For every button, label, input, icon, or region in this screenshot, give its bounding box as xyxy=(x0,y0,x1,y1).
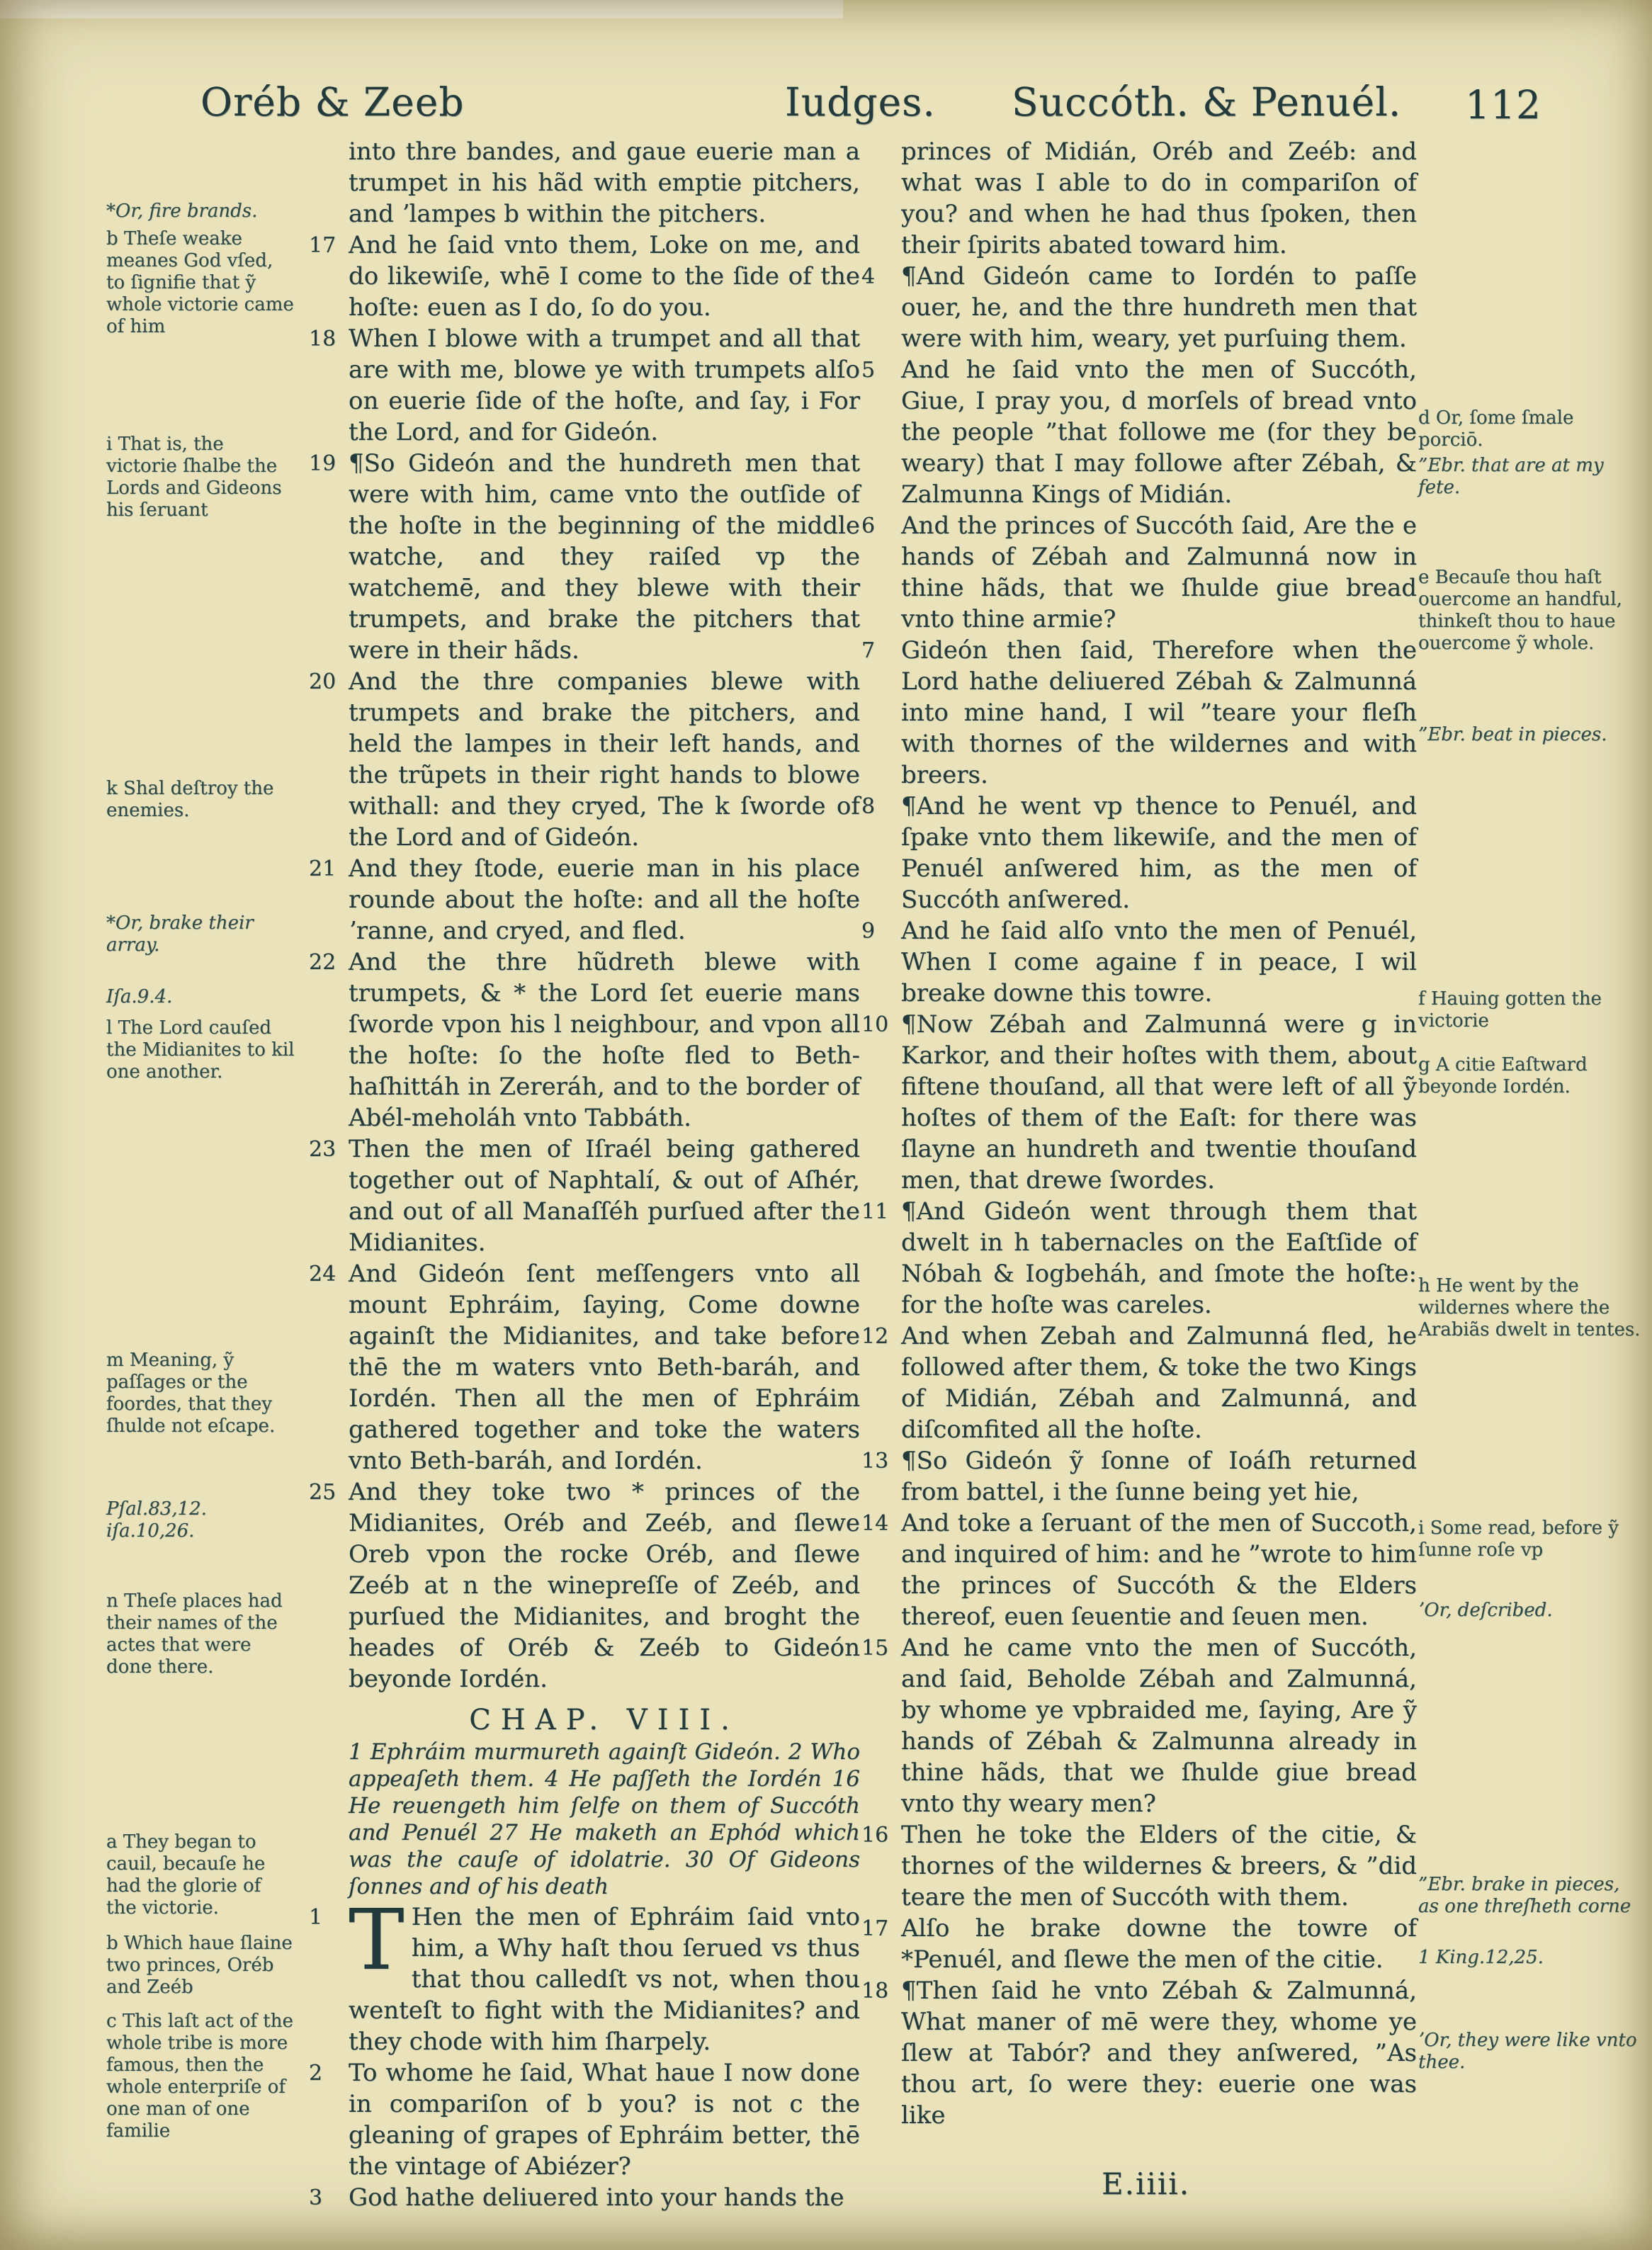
margin-note: e Becauſe thou haſt ouercome an handful, thinkeſt thou to haue ouercome ỹ whole. xyxy=(1418,567,1622,654)
verse xyxy=(861,1632,1417,1819)
verse-text: And he came vnto the men of Succóth, and ſaid, Beholde Zébah and Zalmunná, by whome ye vpbraided me, ſaying, Are ỹ hands of Zébah & Zalmunna already in thine hãds, that we ſhulde giue bread vnto thy weary men? xyxy=(901,1634,1417,1818)
verse xyxy=(861,261,1417,354)
margin-note: Iſa.9.4. xyxy=(106,986,173,1007)
margin-note: ”Ebr. beat in pieces. xyxy=(1418,724,1607,745)
verse-text: ¶Then ſaid he vnto Zébah & Zalmunná, What maner of mē were they, whome ye ſlew at Tabór? and they anſwered, ”As thou art, ſo were they: euerie one was like xyxy=(901,1977,1417,2130)
margin-note: *Or, brake their array. xyxy=(106,912,254,956)
text-column-left xyxy=(309,136,860,2213)
verse-number: 19 xyxy=(309,451,336,476)
verse-text: into thre bandes, and gaue euerie man a trumpet in his hãd with emptie pitchers, and ʼlampes b within the pitchers. xyxy=(349,137,860,228)
verse-text: princes of Midián, Oréb and Zeéb: and what was I able to do in compariſon of you? and when he had thus ſpoken, then their ſpirits abated toward him. xyxy=(901,137,1417,259)
verse-text: ¶And Gideón went through them that dwelt in h tabernacles on the Eaſtſide of Nóbah & Iogbeháh, and ſmote the hoſte: for the hoſte was careles. xyxy=(901,1197,1417,1319)
verse xyxy=(349,136,860,230)
verse-text: And he ſaid vnto them, Loke on me, and do likewiſe, whē I come to the ſide of the hoſte: euen as I do, ſo do you. xyxy=(349,231,860,322)
verse xyxy=(309,1134,860,1258)
verse-text: ¶And Gideón came to Iordén to paſſe ouer, he, and the thre hundreth men that were with him, weary, yet purſuing them. xyxy=(901,262,1417,353)
verse-number: 24 xyxy=(309,1262,336,1287)
verse xyxy=(309,230,860,323)
margin-note: 1 King.12,25. xyxy=(1418,1947,1544,1968)
verse xyxy=(861,915,1417,1009)
verse-number: 18 xyxy=(861,1979,889,2003)
verse xyxy=(309,2057,860,2182)
margin-note: ”Ebr. brake in pieces, as one threſheth corne xyxy=(1418,1874,1631,1917)
page-number: 112 xyxy=(1465,82,1541,128)
chapter-argument: 1 Ephráim murmureth againſt Gideón. 2 Who appeaſeth them. 4 He paſſeth the Iordén 16 He reuengeth him ſelfe on them of Succóth and Penuél 27 He maketh an Ephód which was the cauſe of idolatrie. 30 Of Gideons ſonnes and of his death xyxy=(349,1739,860,1899)
verse xyxy=(861,510,1417,635)
verse-number: 5 xyxy=(861,358,876,383)
drop-cap-initial: T xyxy=(349,1891,404,1989)
margin-note: ”Ebr. that are at my fete. xyxy=(1418,455,1604,498)
verse xyxy=(901,136,1417,261)
verse-text: ¶Now Zébah and Zalmunná were g in Karkor, and their hoſtes with them, about fiftene thouſand, all that were left of all ỹ hoſtes of them of the Eaſt: for there was ſlayne an hundreth and twentie thouſand men, that drewe ſwordes. xyxy=(901,1010,1417,1194)
margin-note: i Some read, before ỹ ſunne roſe vp xyxy=(1418,1517,1619,1561)
verse xyxy=(861,791,1417,915)
verse xyxy=(309,1891,860,2057)
margin-note: ʼOr, they were like vnto thee. xyxy=(1418,2030,1637,2073)
verse-text: And Gideón ſent meſſengers vnto all mount Ephráim, ſaying, Come downe againſt the Midianites, and take before thē the m waters vnto Beth-baráh, and Iordén. Then all the men of Ephráim gathered together and toke the waters vnto Beth-baráh, and Iordén. xyxy=(349,1260,860,1475)
margin-note: ʼOr, deſcribed. xyxy=(1418,1600,1553,1621)
margin-note: d Or, ſome ſmale porciō. xyxy=(1418,407,1574,451)
verse xyxy=(861,1819,1417,1913)
verse xyxy=(309,448,860,666)
verse-number: 7 xyxy=(861,638,876,663)
verse-text: And the thre companies blewe with trumpets and brake the pitchers, and held the lampes in their left hands, and the trũpets in their right hands to blowe withall: and they cryed, The k ſworde of the Lord and of Gideón. xyxy=(349,667,860,852)
verse-text: Then the men of Iſraél being gathered together out of Naphtalí, & out of Aſhér, and out of all Manaſſéh purſued after the Midianites. xyxy=(349,1135,860,1257)
verse-number: 12 xyxy=(861,1324,889,1349)
verse-text: Hen the men of Ephráim ſaid vnto him, a Why haſt thou ſerued vs thus that thou calledſt vs not, when thou wenteſt to fight with the Midianites? and they chode with him ſharpely. xyxy=(349,1903,860,2056)
verse-text: And he ſaid vnto the men of Succóth, Giue, I pray you, d morſels of bread vnto the people ”that followe me (for they be weary) that I may followe after Zébah, & Zalmunna Kings of Midián. xyxy=(901,356,1417,509)
verse-number: 15 xyxy=(861,1636,889,1661)
verse-number: 11 xyxy=(861,1199,889,1224)
verse-text: And he ſaid alſo vnto the men of Penuél, When I come againe f in peace, I wil breake downe this towre. xyxy=(901,917,1417,1007)
verse xyxy=(861,1321,1417,1445)
verse-number: 10 xyxy=(861,1012,889,1037)
verse-text: And they toke two * princes of the Midianites, Oréb and Zeéb, and ſlewe Oreb vpon the rocke Oréb, and ſlewe Zeéb at n the winepreſſe of Zeéb, and purſued the Midianites, and broght the heades of Oréb & Zeéb to Gideón beyonde Iordén. xyxy=(349,1478,860,1693)
verse-number: 2 xyxy=(309,2061,323,2086)
verse-number: 23 xyxy=(309,1137,336,1162)
verse-text: Alſo he brake downe the towre of *Penuél, and ſlewe the men of the citie. xyxy=(901,1914,1417,1974)
verse xyxy=(309,323,860,448)
verse xyxy=(309,1258,860,1476)
verse xyxy=(309,666,860,853)
verse xyxy=(309,946,860,1134)
margin-note: a They began to cauil, becauſe he had the glorie of the victorie. xyxy=(106,1831,266,1918)
verse-text: And the princes of Succóth ſaid, Are the e hands of Zébah and Zalmunná now in thine hãds, that we ſhulde giue bread vnto thine armie? xyxy=(901,511,1417,633)
scan-edge-artifact xyxy=(0,0,843,18)
verse-text: To whome he ſaid, What haue I now done in compariſon of b you? is not c the gleaning of grapes of Ephráim better, thē the vintage of Abiézer? xyxy=(349,2059,860,2181)
verse-text: God hathe deliuered into your hands the xyxy=(349,2183,844,2212)
verse-number: 13 xyxy=(861,1449,889,1474)
signature-mark: E.iiii. xyxy=(1102,2166,1191,2201)
chapter-heading: CHAP. VIII. xyxy=(469,1704,740,1736)
verse-number: 25 xyxy=(309,1480,336,1505)
verse-number: 6 xyxy=(861,514,876,538)
header-book-title: Iudges. xyxy=(785,79,936,125)
margin-note: b Which haue ſlaine two princes, Oréb and Zeéb xyxy=(106,1933,293,1998)
verse xyxy=(861,1445,1417,1508)
verse xyxy=(861,635,1417,791)
verse-text: ¶And he went vp thence to Penuél, and ſpake vnto them likewiſe, and the men of Penuél anſwered him, as the men of Succóth anſwered. xyxy=(901,792,1417,914)
verse xyxy=(861,1913,1417,1975)
verse-number: 4 xyxy=(861,264,876,289)
margin-note: h He went by the wildernes where the Arabiãs dwelt in tentes. xyxy=(1418,1275,1641,1340)
margin-note: b Theſe weake meanes God vſed, to ſignifie that ỹ whole victorie came of him xyxy=(106,228,294,337)
verse-text: And toke a ſeruant of the men of Succoth, and inquired of him: and he ”wrote to him the princes of Succóth & the Elders thereof, euen ſeuentie and ſeuen men. xyxy=(901,1509,1417,1631)
verse-text: And when Zebah and Zalmunná fled, he followed after them, & toke the two Kings of Midián, Zébah and Zalmunná, and diſcomfited all the hoſte. xyxy=(901,1322,1417,1444)
verse-text: Gideón then ſaid, Therefore when the Lord hathe deliuered Zébah & Zalmunná into mine hand, I wil ”teare your fleſh with thornes of the wildernes and with breers. xyxy=(901,636,1417,789)
verse xyxy=(861,354,1417,510)
verse-number: 20 xyxy=(309,669,336,694)
margin-note: g A citie Eaſtward beyonde Iordén. xyxy=(1418,1054,1588,1097)
verse-number: 22 xyxy=(309,950,336,975)
verse-text: When I blowe with a trumpet and all that are with me, blowe ye with trumpets alſo on euerie ſide of the hoſte, and ſay, i For the Lord, and for Gideón. xyxy=(349,324,860,446)
verse-number: 16 xyxy=(861,1823,889,1848)
margin-note: i That is, the victorie ſhalbe the Lords and Gideons his ſeruant xyxy=(106,434,282,521)
verse xyxy=(861,1975,1417,2131)
verse xyxy=(861,1009,1417,1196)
verse xyxy=(861,1196,1417,1321)
verse-number: 17 xyxy=(309,233,336,258)
verse-number: 1 xyxy=(309,1905,323,1930)
margin-note: *Or, fire brands. xyxy=(106,200,258,222)
verse-number: 8 xyxy=(861,794,876,819)
verse-text: And they ſtode, euerie man in his place rounde about the hoſte: and all the hoſte ʼranne, and cryed, and fled. xyxy=(349,854,860,945)
margin-note: f Hauing gotten the victorie xyxy=(1418,988,1602,1031)
verse xyxy=(861,1508,1417,1632)
header-left-title: Oréb & Zeeb xyxy=(200,79,465,125)
verse-number: 21 xyxy=(309,857,336,881)
verse xyxy=(309,853,860,946)
verse-text: ¶So Gideón ỹ ſonne of Ioáſh returned from battel, i the ſunne being yet hie, xyxy=(901,1447,1417,1506)
margin-note: l The Lord cauſed the Midianites to kil one another. xyxy=(106,1017,295,1082)
text-column-right xyxy=(861,136,1417,2131)
verse-number: 14 xyxy=(861,1511,889,1536)
verse-number: 3 xyxy=(309,2186,323,2210)
verse-number: 18 xyxy=(309,327,336,351)
margin-note: Pſal.83,12. iſa.10,26. xyxy=(106,1498,207,1542)
margin-note: k Shal deſtroy the enemies. xyxy=(106,778,274,821)
verse-text: Then he toke the Elders of the citie, & thornes of the wildernes & breers, & ”did teare the men of Succóth with them. xyxy=(901,1821,1417,1911)
header-right-title: Succóth. & Penuél. xyxy=(1012,79,1402,125)
verse-text: ¶So Gideón and the hundreth men that were with him, came vnto the outſide of the hoſte in the beginning of the middle watche, and they raiſed vp the watchemē, and they blewe with their trumpets, and brake the pitchers that were in their hãds. xyxy=(349,449,860,665)
verse-number: 9 xyxy=(861,919,876,944)
margin-note: m Meaning, ỹ paſſages or the foordes, that they ſhulde not eſcape. xyxy=(106,1350,276,1437)
verse xyxy=(309,1476,860,1695)
verse xyxy=(309,2182,860,2213)
margin-note: n Theſe places had their names of the actes that were done there. xyxy=(106,1590,283,1678)
margin-note: c This laſt act of the whole tribe is more famous, then the whole enterpriſe of one man of one familie xyxy=(106,2011,293,2142)
verse-text: And the thre hũdreth blewe with trumpets, & * the Lord ſet euerie mans ſworde vpon his l neighbour, and vpon all the hoſte: ſo the hoſte fled to Beth-haſhittáh in Zereráh, and to the border of Abél-meholáh vnto Tabbáth. xyxy=(349,948,860,1132)
verse-number: 17 xyxy=(861,1916,889,1941)
